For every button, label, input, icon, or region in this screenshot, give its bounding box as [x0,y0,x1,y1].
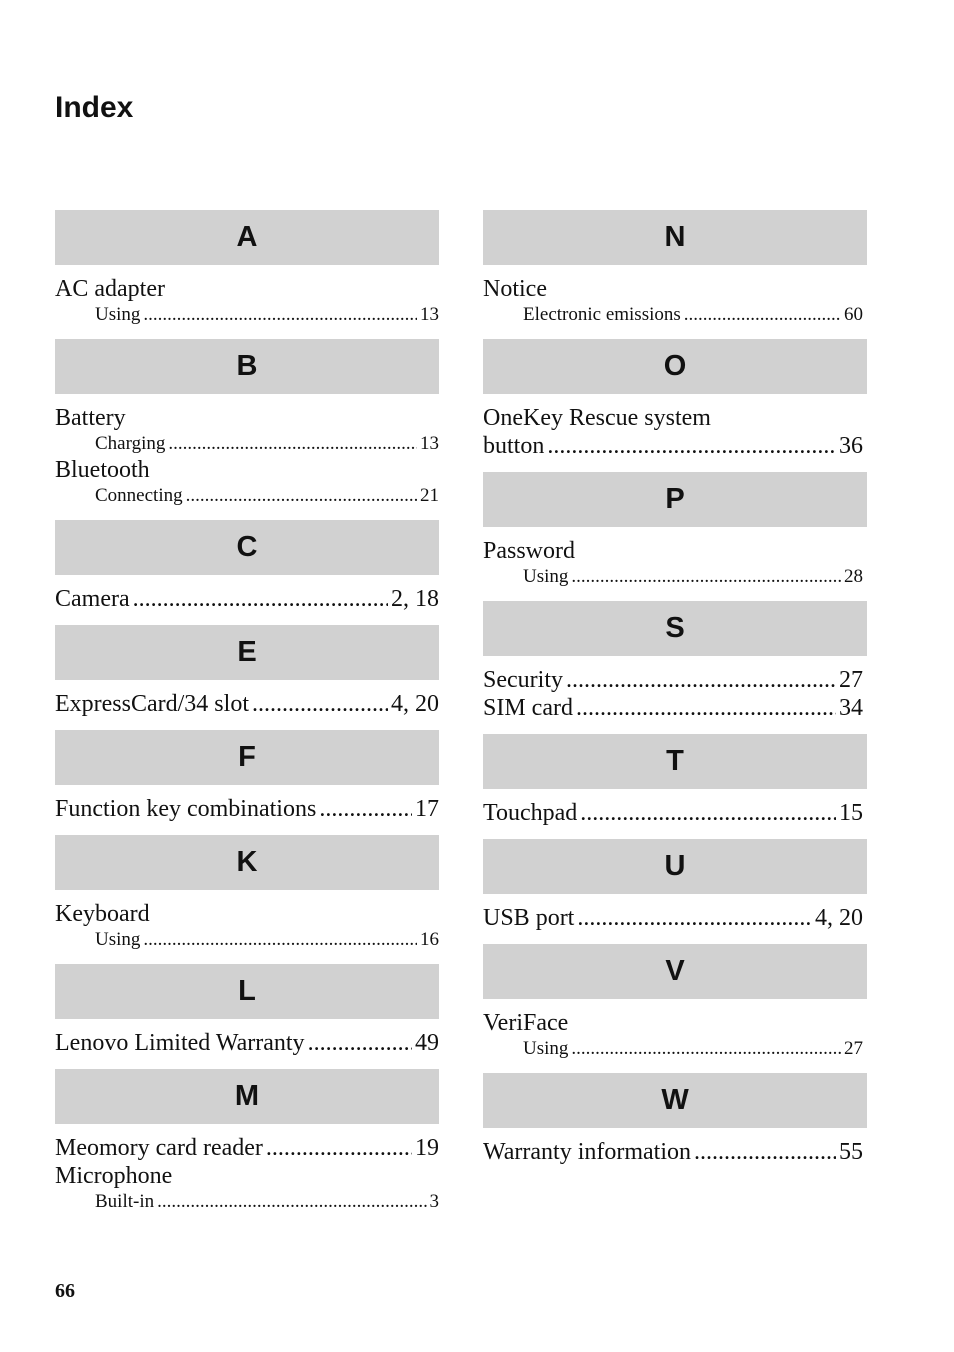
index-group [483,601,867,734]
index-term: Keyboard [55,901,150,927]
index-group [483,734,867,839]
dot-leader [684,303,841,327]
index-entry [55,1029,439,1057]
index-column-right [483,210,867,1178]
index-entries [483,1128,867,1178]
index-entries [55,1124,439,1226]
index-subentry [483,565,867,589]
index-term: Using [95,929,141,950]
index-group [55,625,439,730]
page-reference: 28 [844,566,863,587]
section-letter-header: C [55,520,439,575]
index-subentry [483,1037,867,1061]
page-reference: 4, 20 [391,691,439,717]
index-term: Bluetooth [55,457,150,483]
section-letter-header: K [55,835,439,890]
index-entry [483,799,867,827]
dot-leader [308,1029,412,1057]
index-entries [55,785,439,835]
index-term: Using [523,1038,569,1059]
index-term: Battery [55,405,126,431]
index-term: Notice [483,276,547,302]
index-group [55,835,439,964]
index-subentry [55,1190,439,1214]
index-term: USB port [483,905,575,931]
page-reference: 2, 18 [391,586,439,612]
index-entry [483,694,867,722]
index-term: Electronic emissions [523,304,681,325]
section-letter-header: A [55,210,439,265]
dot-leader [186,484,417,508]
section-letter-header: N [483,210,867,265]
index-group [483,210,867,339]
index-term: Warranty information [483,1139,691,1165]
index-term: button [483,433,545,459]
page-reference: 49 [415,1030,439,1056]
dot-leader [319,795,412,823]
page-reference: 60 [844,304,863,325]
index-entries [483,265,867,339]
dot-leader [576,694,836,722]
index-term: Using [95,304,141,325]
section-letter-header: E [55,625,439,680]
index-entry [55,795,439,823]
dot-leader [266,1134,412,1162]
index-entries [483,394,867,472]
dot-leader [694,1138,836,1166]
page-reference: 27 [839,667,863,693]
index-term: Meomory card reader [55,1135,263,1161]
index-heading [55,1162,439,1190]
index-heading [55,456,439,484]
dot-leader [143,928,417,952]
section-letter-header: V [483,944,867,999]
section-letter-header: S [483,601,867,656]
page-reference: 19 [415,1135,439,1161]
index-group [55,339,439,520]
dot-leader [571,1037,841,1061]
index-entries [483,999,867,1073]
index-group [55,1069,439,1226]
page-reference: 36 [839,433,863,459]
index-subentry [55,484,439,508]
index-group [483,944,867,1073]
index-entry [55,690,439,718]
dot-leader [168,432,417,456]
index-term: VeriFace [483,1010,569,1036]
dot-leader [571,565,841,589]
index-group [483,1073,867,1178]
index-entry [55,585,439,613]
page-reference: 3 [429,1191,439,1212]
index-heading [55,404,439,432]
index-term: Function key combinations [55,796,317,822]
index-term: Password [483,538,576,564]
index-term: Camera [55,586,130,612]
index-entry [483,666,867,694]
index-term: SIM card [483,695,573,721]
index-term: Touchpad [483,800,578,826]
index-entries [483,789,867,839]
index-term: Using [523,566,569,587]
index-entries [55,265,439,339]
index-group [55,964,439,1069]
dot-leader [580,799,836,827]
index-subentry [483,303,867,327]
page-reference: 21 [420,485,439,506]
index-entry [55,1134,439,1162]
dot-leader [566,666,836,694]
section-letter-header: L [55,964,439,1019]
index-subentry [55,928,439,952]
page-reference: 13 [420,304,439,325]
index-term: Charging [95,433,166,454]
index-group [483,339,867,472]
index-entries [55,394,439,520]
index-entries [55,890,439,964]
section-letter-header: T [483,734,867,789]
page-reference: 34 [839,695,863,721]
page-reference: 4, 20 [815,905,863,931]
index-term: Security [483,667,563,693]
index-group [483,839,867,944]
section-letter-header: M [55,1069,439,1124]
index-term: Built-in [95,1191,155,1212]
dot-leader [252,690,388,718]
index-entries [483,894,867,944]
index-term: Connecting [95,485,183,506]
page-number: 66 [55,1280,75,1302]
index-term: Lenovo Limited Warranty [55,1030,305,1056]
index-entry [483,432,867,460]
dot-leader [143,303,417,327]
index-heading [483,537,867,565]
page-reference: 55 [839,1139,863,1165]
index-entries [55,1019,439,1069]
page-reference: 15 [839,800,863,826]
index-group [483,472,867,601]
index-entries [55,680,439,730]
index-group [55,520,439,625]
index-group [55,730,439,835]
page-reference: 16 [420,929,439,950]
page-reference: 27 [844,1038,863,1059]
dot-leader [133,585,388,613]
index-term: Microphone [55,1163,173,1189]
index-subentry [55,432,439,456]
index-heading [483,275,867,303]
index-term: OneKey Rescue system [483,405,711,431]
index-subentry [55,303,439,327]
index-group [55,210,439,339]
section-letter-header: O [483,339,867,394]
index-entries [483,527,867,601]
section-letter-header: F [55,730,439,785]
dot-leader [157,1190,426,1214]
page-reference: 13 [420,433,439,454]
index-heading [483,404,867,432]
dot-leader [577,904,812,932]
section-letter-header: U [483,839,867,894]
dot-leader [547,432,836,460]
section-letter-header: B [55,339,439,394]
index-entries [483,656,867,734]
index-heading [55,900,439,928]
index-entry [483,904,867,932]
page-title: Index [55,91,134,124]
index-term: AC adapter [55,276,165,302]
section-letter-header: W [483,1073,867,1128]
index-heading [55,275,439,303]
page-reference: 17 [415,796,439,822]
index-heading [483,1009,867,1037]
index-entries [55,575,439,625]
index-term: ExpressCard/34 slot [55,691,249,717]
section-letter-header: P [483,472,867,527]
index-column-left [55,210,439,1226]
index-entry [483,1138,867,1166]
